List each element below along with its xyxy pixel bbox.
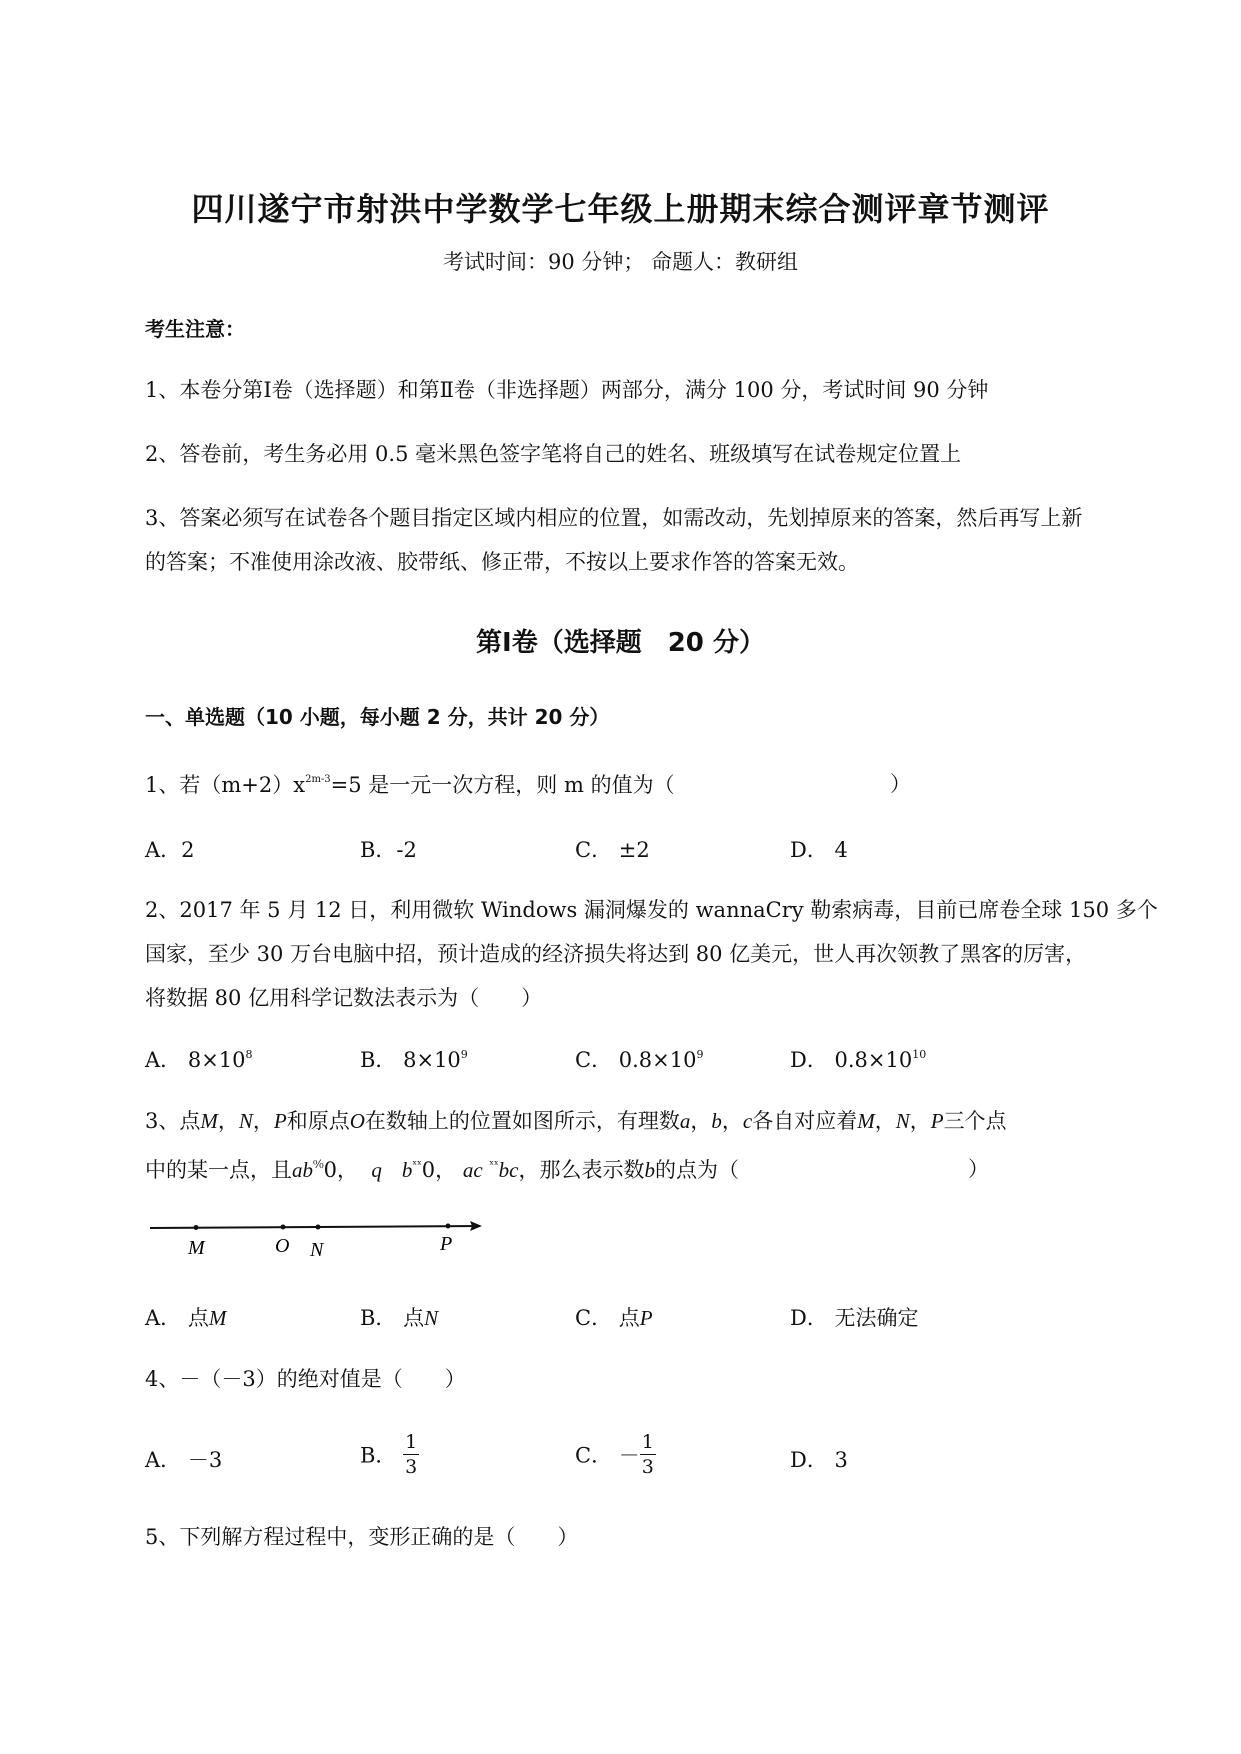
point-n-dot: [316, 1225, 321, 1230]
fraction-one-third: $\frac{1}{3}$: [641, 1431, 654, 1478]
number-line-axis: [150, 1226, 480, 1228]
q4-option-c: C． － $\frac{1}{3}$: [575, 1431, 654, 1478]
q2-option-d: D． $0.8\times 10^{10}$: [790, 1048, 927, 1072]
notice-heading: 考生注意：: [145, 317, 245, 341]
question-3-stem: 3、点M，N，P和原点O在数轴上的位置如图所示，有理数a，b，c各自对应着M，N，P三个点: [145, 1109, 1007, 1133]
q3-option-b: B． 点N: [360, 1306, 439, 1330]
q2-option-b: B． $8\times 10^9$: [360, 1048, 468, 1072]
q3-option-c: C． 点P: [575, 1306, 653, 1330]
q4-option-d: D． 3: [790, 1448, 848, 1472]
point-o-dot: [281, 1225, 286, 1230]
q1-exponent: 2m-3: [305, 774, 331, 785]
q1-option-d: D． 4: [790, 838, 848, 862]
question-2-stem: 将数据 80 亿用科学记数法表示为（ ）: [145, 986, 543, 1010]
point-o-label: O: [275, 1235, 290, 1257]
notice-item: 1、本卷分第Ⅰ卷（选择题）和第Ⅱ卷（非选择题）两部分，满分 100 分，考试时间 90 分钟: [145, 378, 989, 402]
q3-option-a: A． 点M: [145, 1306, 227, 1330]
q1-prefix: 1、若（m+2）x: [145, 773, 306, 797]
q1-suffix: =5 是一元一次方程，则 m 的值为（: [330, 773, 675, 797]
question-1-stem: [145, 758, 1155, 807]
q1-close-paren: ）: [890, 772, 911, 796]
q4-option-b: B． $\frac{1}{3}$: [360, 1431, 418, 1478]
point-n-label: N: [310, 1239, 324, 1261]
notice-item: 3、答案必须写在试卷各个题目指定区域内相应的位置，如需改动，先划掉原来的答案，然后再写上新: [145, 506, 1083, 530]
point-p-dot: [446, 1224, 451, 1229]
question-3-stem: 中的某一点，且$ab^{^0⁄_0}0$， q $b^{ˣˣ}0$， ac $^{ˣˣ}$bc，那么表示数b的点为（: [145, 1158, 739, 1182]
exam-subtitle: 考试时间：90 分钟； 命题人：教研组: [442, 250, 799, 274]
q4-option-a: A． －3: [145, 1448, 223, 1472]
point-p-label: P: [440, 1233, 453, 1255]
q1-option-b: B．-2: [360, 838, 417, 862]
page-title: 四川遂宁市射洪中学数学七年级上册期末综合测评章节测评: [191, 190, 1050, 228]
fraction-one-third: $\frac{1}{3}$: [405, 1431, 418, 1478]
q3-close-paren: ）: [968, 1157, 989, 1181]
notice-item: 的答案；不准使用涂改液、胶带纸、修正带，不按以上要求作答的答案无效。: [145, 550, 859, 574]
number-line-figure: [150, 1212, 490, 1262]
question-2-stem: 2、2017 年 5 月 12 日，利用微软 Windows 漏洞爆发的 wannaCry 勒索病毒，目前已席卷全球 150 多个: [145, 898, 1158, 922]
point-m-dot: [194, 1225, 199, 1230]
q3-option-d: D． 无法确定: [790, 1306, 919, 1330]
q1-option-c: C． ±2: [575, 838, 650, 862]
q2-option-c: C． $0.8\times 10^9$: [575, 1048, 704, 1072]
question-2-stem: 国家，至少 30 万台电脑中招，预计造成的经济损失将达到 80 亿美元，世人再次领教了黑客的厉害，: [145, 942, 1087, 966]
section-title: 第Ⅰ卷（选择题 20 分）: [476, 628, 765, 658]
point-m-label: M: [188, 1237, 205, 1259]
question-4-stem: 4、－（－3）的绝对值是（ ）: [145, 1367, 466, 1391]
q2-option-a: A． $8\times 10^8$: [145, 1048, 253, 1072]
question-5-stem: 5、下列解方程过程中，变形正确的是（ ）: [145, 1525, 579, 1549]
notice-item: 2、答卷前，考生务必用 0.5 毫米黑色签字笔将自己的姓名、班级填写在试卷规定位置上: [145, 442, 962, 466]
part-heading: 一、单选题（10 小题，每小题 2 分，共计 20 分）: [145, 705, 610, 729]
q1-option-a: A．2: [145, 838, 195, 862]
